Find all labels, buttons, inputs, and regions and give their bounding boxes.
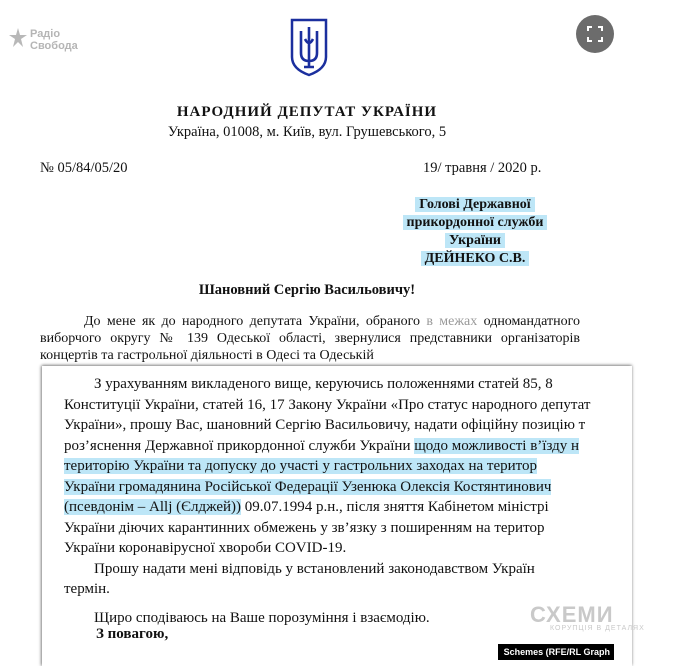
paragraph-text: представники організаторів концертів та гастрольної діяльності в Одесі та Одеській (40, 331, 581, 363)
overlay-text (64, 374, 684, 628)
expand-icon (587, 26, 603, 42)
text-line: Конституції України, статей 16, 17 Закону України «Про статус народного депутат (64, 396, 591, 413)
schemes-watermark-subtitle: КОРУПЦІЯ В ДЕТАЛЯХ (550, 625, 645, 632)
text-line (64, 477, 684, 498)
text-line: З урахуванням викладеного вище, керуючись положеннями статей 85, 8 (94, 376, 553, 392)
recipient-block (400, 196, 550, 268)
schemes-watermark: СХЕМИ (530, 602, 614, 627)
highlighted-text: щодо можливості в’їзду н (414, 437, 580, 454)
text-line (64, 497, 684, 518)
document-number: № 05/84/05/20 (40, 160, 128, 176)
paragraph-text: До мене як до народного депутата України, обраного (84, 314, 427, 329)
text-line: Щиро сподіваюсь на Ваше порозуміння і взаємодію. (94, 609, 430, 626)
document-date: 19/ травня / 2020 р. (423, 160, 542, 176)
text-segment: 09.07.1994 р.н., після зняття Кабінетом міністрі (241, 499, 549, 515)
overlay-document-page (42, 366, 645, 666)
radio-svoboda-logo (8, 24, 98, 58)
highlighted-text: (псевдонім – Allj (Єлджей)) (64, 499, 241, 515)
recipient-line: України (445, 233, 505, 248)
text-line: України коронавірусної хвороби COVID-19. (64, 540, 347, 556)
paragraph-text: одномандатного виборчого округу № 139 Одеської області, звернулися (40, 314, 580, 346)
letterhead-title: НАРОДНИЙ ДЕПУТАТ УКРАЇНИ (176, 104, 438, 120)
salutation: Шановний Сергію Васильовичу! (198, 282, 416, 298)
image-credit: Schemes (RFE/RL Graph (498, 644, 614, 660)
highlighted-text: України громадянина Російської Федерації Узенюка Олексія Костянтинович (64, 478, 552, 495)
recipient-name: ДЕЙНЕКО С.В. (421, 251, 530, 266)
recipient-line: прикордонної служби (403, 215, 548, 230)
letter-paragraph (40, 313, 580, 364)
text-line: термін. (64, 581, 110, 597)
text-line: Прошу надати мені відповідь у встановлений законодавством Україн (94, 560, 535, 577)
closing-phrase: З повагою, (96, 626, 169, 642)
paragraph-text-faded: в межах (426, 314, 478, 329)
logo-text-line2: Свобода (30, 40, 78, 52)
logo-text (30, 28, 78, 52)
text-line (64, 456, 684, 477)
letterhead-address: Україна, 01008, м. Київ, вул. Грушевського, 5 (167, 124, 447, 140)
text-segment: роз’яснення Державної прикордонної служби України (64, 437, 415, 454)
expand-button[interactable] (576, 15, 614, 53)
text-line: України діючих карантинних обмежень у зв’язку з поширенням на територ (64, 519, 545, 536)
radio-svoboda-logo-icon (8, 26, 28, 50)
text-line: України», прошу Вас, шановний Сергію Васильовичу, надати офіційну позицію т (64, 417, 586, 433)
highlighted-text: територію України та допуску до участі у гастрольних заходах на територ (64, 458, 537, 474)
recipient-line: Голові Державної (415, 197, 534, 212)
trident-icon (289, 17, 329, 77)
logo-text-line1: Радіо (30, 28, 61, 40)
text-line (64, 436, 684, 457)
